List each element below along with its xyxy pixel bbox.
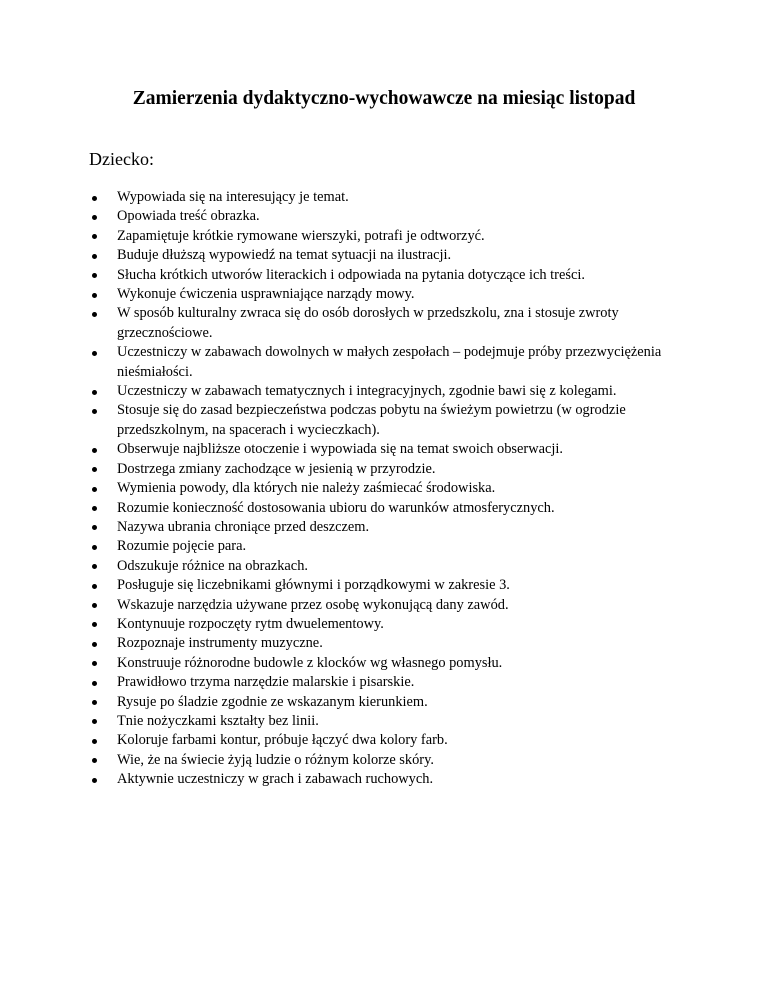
- bullet-icon: [92, 351, 97, 356]
- list-item: [0, 654, 677, 673]
- list-item: [0, 207, 677, 226]
- list-item: [0, 460, 677, 479]
- list-item: [0, 266, 677, 285]
- list-item-text: Aktywnie uczestniczy w grach i zabawach ruchowych.: [117, 771, 434, 788]
- list-item: [0, 537, 677, 556]
- bullet-icon: [92, 293, 97, 298]
- list-item-text: W sposób kulturalny zwraca się do osób dorosłych w przedszkolu, zna i stosuje zwroty grzecznościowe.: [117, 305, 619, 341]
- bullet-icon: [92, 545, 97, 550]
- list-item: [0, 751, 677, 770]
- bullet-icon: [92, 273, 97, 278]
- bullet-icon: [92, 719, 97, 724]
- bullet-icon: [92, 778, 97, 783]
- list-item: [0, 576, 677, 595]
- document-subtitle: Dziecko:: [89, 149, 154, 169]
- list-item-text: Rysuje po śladzie zgodnie ze wskazanym kierunkiem.: [117, 693, 428, 710]
- bullet-icon: [92, 564, 97, 569]
- bullet-icon: [92, 390, 97, 395]
- list-item: [0, 499, 677, 518]
- list-item: [0, 227, 677, 246]
- list-item: [0, 401, 677, 440]
- list-item-text: Wykonuje ćwiczenia usprawniające narządy mowy.: [117, 286, 415, 303]
- bullet-icon: [92, 758, 97, 763]
- bullet-icon: [92, 409, 97, 414]
- list-item-text: Zapamiętuje krótkie rymowane wierszyki, potrafi je odtworzyć.: [117, 227, 485, 244]
- list-item-text: Buduje dłuższą wypowiedź na temat sytuacji na ilustracji.: [117, 247, 452, 264]
- list-item: [0, 518, 677, 537]
- list-item-text: Rozpoznaje instrumenty muzyczne.: [117, 635, 323, 652]
- list-item: [0, 382, 677, 401]
- bullet-icon: [92, 215, 97, 220]
- bullet-icon: [92, 254, 97, 259]
- list-item-text: Słucha krótkich utworów literackich i odpowiada na pytania dotyczące ich treści.: [117, 266, 585, 283]
- list-item-text: Nazywa ubrania chroniące przed deszczem.: [117, 518, 370, 535]
- bullet-icon: [92, 642, 97, 647]
- list-item: [0, 673, 677, 692]
- list-item: [0, 479, 677, 498]
- document-title: Zamierzenia dydaktyczno-wychowawcze na miesiąc listopad: [132, 88, 636, 109]
- bullet-icon: [92, 487, 97, 492]
- list-item-text: Koloruje farbami kontur, próbuje łączyć dwa kolory farb.: [117, 732, 448, 749]
- list-item-text: Uczestniczy w zabawach tematycznych i integracyjnych, zgodnie bawi się z kolegami.: [117, 383, 617, 400]
- list-item-text: Odszukuje różnice na obrazkach.: [117, 557, 308, 574]
- bullet-icon: [92, 312, 97, 317]
- list-item-text: Obserwuje najbliższe otoczenie i wypowiada się na temat swoich obserwacji.: [117, 441, 563, 458]
- bullet-icon: [92, 661, 97, 666]
- list-item: [0, 712, 677, 731]
- list-item: [0, 188, 677, 207]
- bullet-icon: [92, 234, 97, 239]
- list-item-text: Rozumie konieczność dostosowania ubioru do warunków atmosferycznych.: [117, 499, 555, 516]
- bullet-icon: [92, 525, 97, 530]
- bullet-icon: [92, 700, 97, 705]
- bullet-icon: [92, 622, 97, 627]
- list-item-text: Wie, że na świecie żyją ludzie o różnym kolorze skóry.: [117, 751, 434, 768]
- bullet-icon: [92, 196, 97, 201]
- bullet-icon: [92, 603, 97, 608]
- list-item: [0, 731, 677, 750]
- list-item-text: Posługuje się liczebnikami głównymi i porządkowymi w zakresie 3.: [117, 577, 510, 594]
- bullet-icon: [92, 506, 97, 511]
- list-item-text: Wypowiada się na interesujący je temat.: [117, 189, 349, 205]
- list-item: [0, 693, 677, 712]
- list-item-text: Konstruuje różnorodne budowle z klocków wg własnego pomysłu.: [117, 654, 503, 671]
- list-item-text: Wskazuje narzędzia używane przez osobę wykonującą dany zawód.: [117, 596, 509, 613]
- list-item: [0, 304, 677, 343]
- list-item-text: Uczestniczy w zabawach dowolnych w małych zespołach – podejmuje próby przezwyciężenia nieśmiałości.: [117, 344, 662, 380]
- list-item: [0, 285, 677, 304]
- list-item-text: Tnie nożyczkami kształty bez linii.: [117, 712, 319, 729]
- list-item: [0, 596, 677, 615]
- bullet-icon: [92, 739, 97, 744]
- list-item: [0, 634, 677, 653]
- bullet-icon: [92, 681, 97, 686]
- list-item: [0, 343, 677, 382]
- list-item-text: Dostrzega zmiany zachodzące w jesienią w przyrodzie.: [117, 460, 436, 477]
- list-item-text: Stosuje się do zasad bezpieczeństwa podczas pobytu na świeżym powietrzu (w ogrodzie przedszkolnym, na spacerach i wycieczkach).: [117, 402, 626, 438]
- list-item-text: Prawidłowo trzyma narzędzie malarskie i pisarskie.: [117, 674, 415, 691]
- list-item-text: Wymienia powody, dla których nie należy zaśmiecać środowiska.: [117, 480, 496, 497]
- list-item-text: Opowiada treść obrazka.: [117, 208, 260, 225]
- bullet-icon: [92, 448, 97, 453]
- list-item-text: Rozumie pojęcie para.: [117, 538, 247, 555]
- bullet-icon: [92, 584, 97, 589]
- list-item: [0, 615, 677, 634]
- list-item: [0, 770, 677, 789]
- list-item: [0, 246, 677, 265]
- list-item-text: Kontynuuje rozpoczęty rytm dwuelementowy.: [117, 615, 384, 632]
- goals-list: [0, 188, 677, 790]
- bullet-icon: [92, 467, 97, 472]
- list-item: [0, 557, 677, 576]
- list-item: [0, 440, 677, 459]
